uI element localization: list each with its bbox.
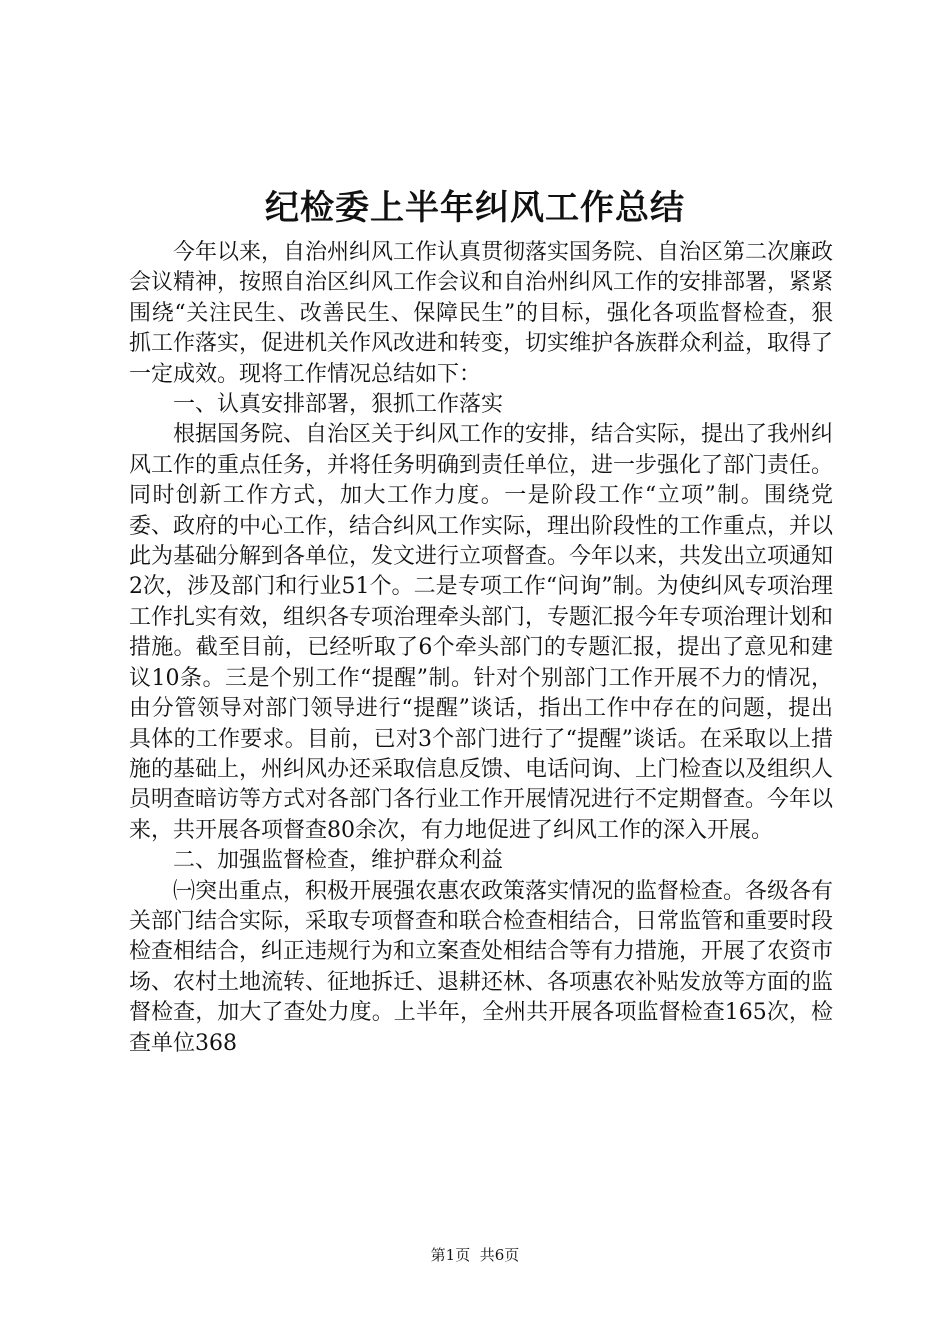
section-heading-1: 一、认真安排部署，狠抓工作落实 — [173, 392, 504, 418]
paragraph-section-1: 根据国务院、自治区关于纠风工作的安排，结合实际，提出了我州纠风工作的重点任务，并将任务明确到责任单位，进一步强化了部门责任。同时创新工作方式，加大工作力度。一是阶段工作“立项”制。围绕党委、政府的中心工作，结合纠风工作实际，理出阶段性的工作重点，并以此为基础分解到各单位，发文进行立项督查。今年以来，共发出立项通知2次，涉及部门和行业51个。二是专项工作“问询”制。为使纠风专项治理工作扎实有效，组织各专项治理牵头部门，专题汇报今年专项治理计划和措施。截至目前，已经听取了6个牵头部门的专题汇报，提出了意见和建议10条。三是个别工作“提醒”制。针对个别部门工作开展不力的情况，由分管领导对部门领导进行“提醒”谈话，指出工作中存在的问题，提出具体的工作要求。目前，已对3个部门进行了“提醒”谈话。在采取以上措施的基础上，州纠风办还采取信息反馈、电话问询、上门检查以及组织人员明查暗访等方式对各部门各行业工作开展情况进行不定期督查。今年以来，共开展各项督查80余次，有力地促进了纠风工作的深入开展。 — [129, 422, 834, 843]
page-total: 共6页 — [479, 1246, 520, 1264]
paragraph-intro: 今年以来，自治州纠风工作认真贯彻落实国务院、自治区第二次廉政会议精神，按照自治区纠风工作会议和自治州纠风工作的安排部署，紧紧围绕“关注民生、改善民生、保障民生”的目标，强化各项监督检查，狠抓工作落实，促进机关作风改进和转变，切实维护各族群众利益，取得了一定成效。现将工作情况总结如下： — [129, 240, 834, 387]
section-heading-2: 二、加强监督检查，维护群众利益 — [173, 848, 504, 874]
page-number: 第1页 — [430, 1246, 471, 1264]
page-footer — [0, 1245, 950, 1265]
document-title: 纪检委上半年纠风工作总结 — [265, 188, 685, 228]
document-body — [129, 238, 833, 1059]
paragraph-section-2: ㈠突出重点，积极开展强农惠农政策落实情况的监督检查。各级各有关部门结合实际，采取专项督查和联合检查相结合，日常监管和重要时段检查相结合，纠正违规行为和立案查处相结合等有力措施，开展了农资市场、农村土地流转、征地拆迁、退耕还林、各项惠农补贴发放等方面的监督检查，加大了查处力度。上半年，全州共开展各项监督检查165次，检查单位368 — [129, 878, 834, 1056]
